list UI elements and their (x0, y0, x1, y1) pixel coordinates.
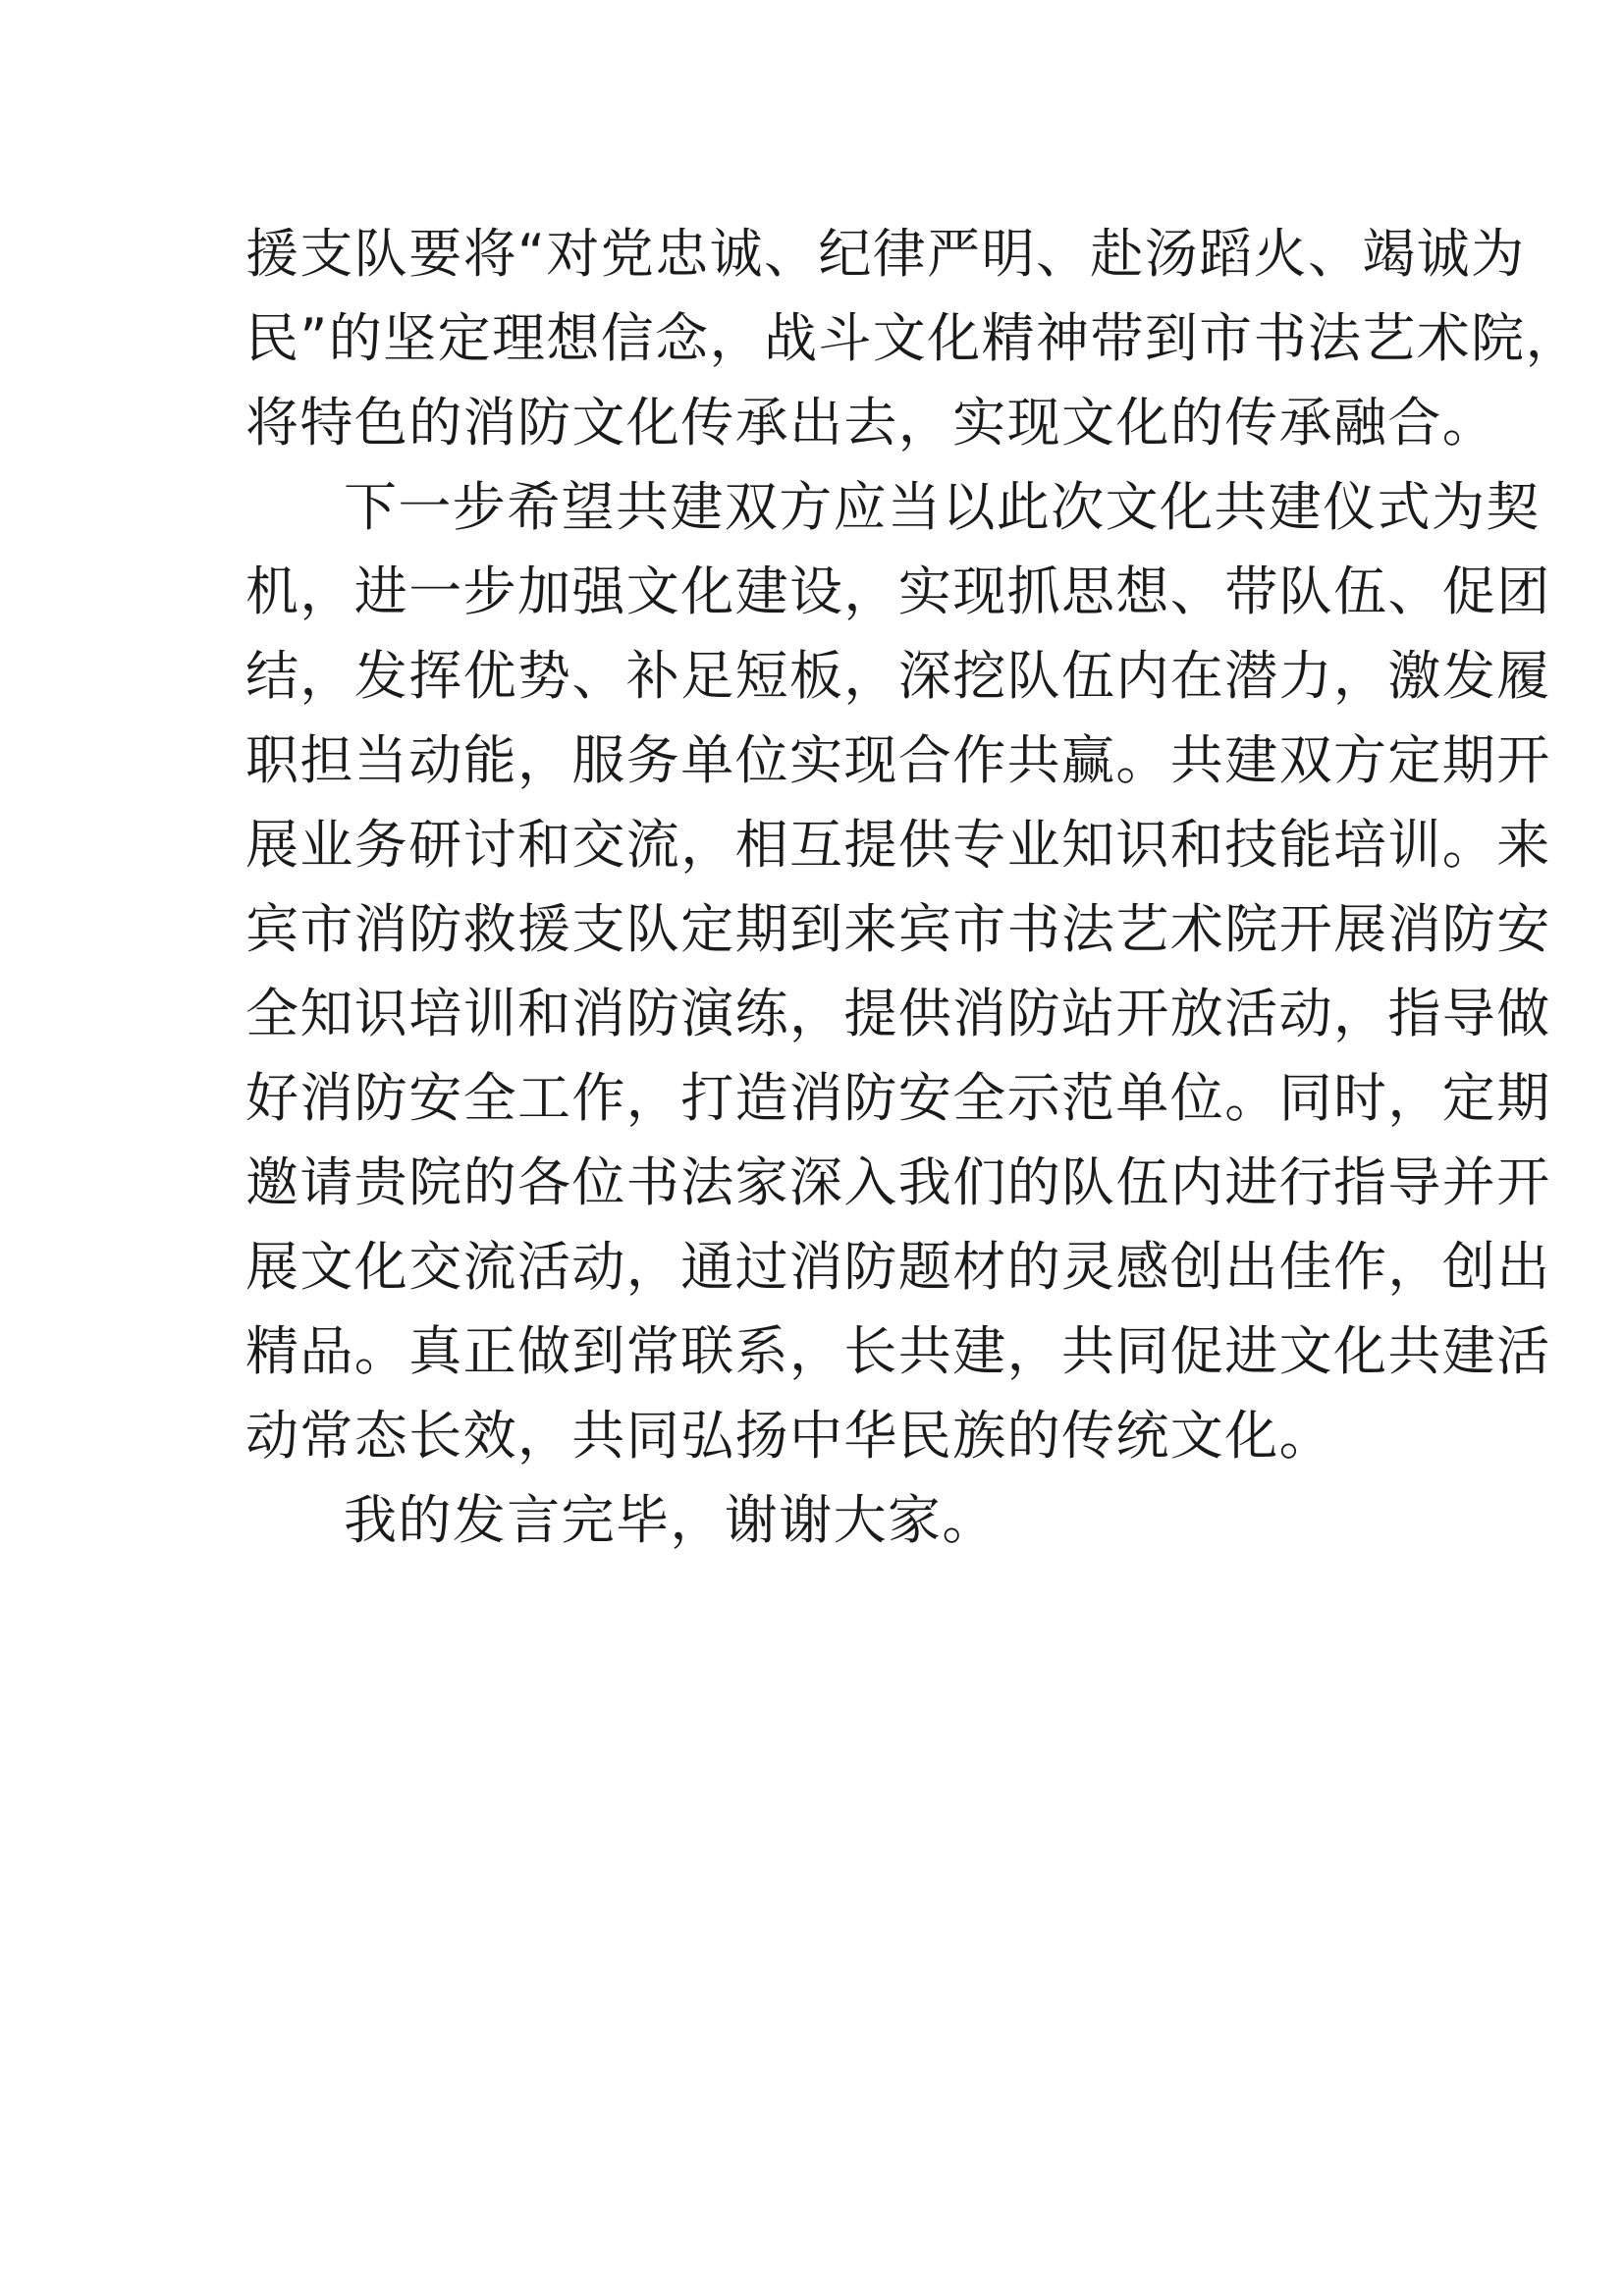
text-line: 下一步希望共建双方应当以此次文化共建仪式为契 (344, 476, 1541, 538)
text-line: 好消防安全工作，打造消防安全示范单位。同时，定期 (245, 1067, 1551, 1129)
text-line: 邀请贵院的各位书法家深入我们的队伍内进行指导并开 (245, 1151, 1551, 1213)
text-line: 职担当动能，服务单位实现合作共赢。共建双方定期开 (245, 729, 1551, 791)
text-line: 结，发挥优势、补足短板，深挖队伍内在潜力，激发履 (245, 645, 1551, 707)
text-line: 机，进一步加强文化建设，实现抓思想、带队伍、促团 (245, 561, 1551, 622)
text-line: 展业务研讨和交流，相互提供专业知识和技能培训。来 (245, 814, 1551, 876)
paragraph-next-steps (245, 465, 1551, 1478)
paragraph-closing (245, 1478, 1394, 1563)
paragraph-continuation (245, 212, 1580, 465)
text-line: 全知识培训和消防演练，提供消防站开放活动，指导做 (245, 983, 1551, 1044)
text-line: 动常态长效，共同弘扬中华民族的传统文化。 (245, 1405, 1333, 1467)
document-body (245, 212, 1580, 1563)
text-line: 援支队要将“对党忠诚、纪律严明、赴汤蹈火、竭诚为 (245, 223, 1526, 285)
text-line: 精品。真正做到常联系，长共建，共同促进文化共建活 (245, 1320, 1551, 1382)
text-line: 宾市消防救援支队定期到来宾市书法艺术院开展消防安 (245, 898, 1551, 960)
text-line: 我的发言完毕，谢谢大家。 (344, 1489, 997, 1551)
text-line: 展文化交流活动，通过消防题材的灵感创出佳作，创出 (245, 1236, 1551, 1298)
text-line: 民”的坚定理想信念，战斗文化精神带到市书法艺术院， (245, 307, 1580, 369)
text-line: 将特色的消防文化传承出去，实现文化的传承融合。 (245, 392, 1497, 454)
